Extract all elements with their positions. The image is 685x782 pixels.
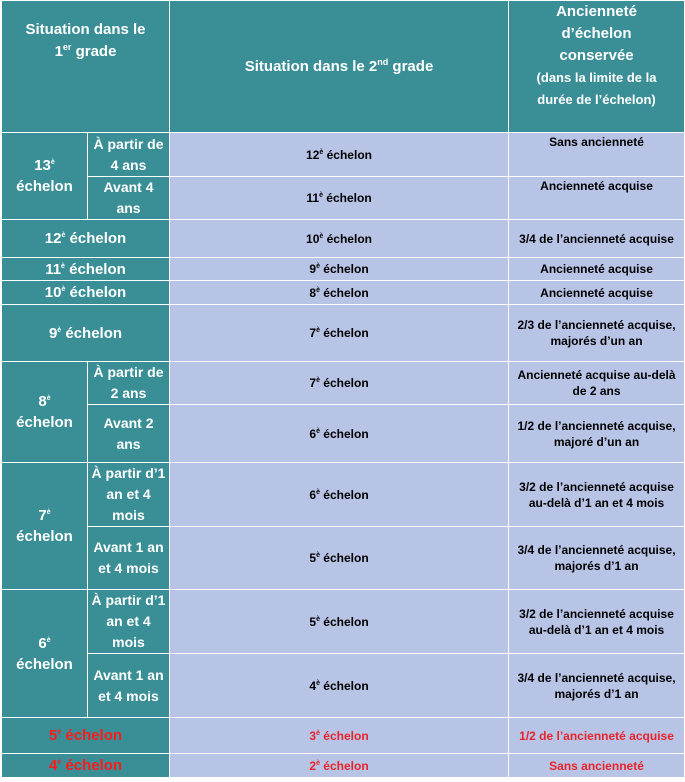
anciennete-cell: 3/2 de l’ancienneté acquise au-delà d’1 an et 4 mois (509, 463, 685, 527)
anciennete-cell: 2/3 de l’ancienneté acquise, majorés d’un an (509, 305, 685, 362)
header-col1-sup: er (62, 42, 72, 52)
grade-8-cell: $8^è$ échelon (2, 362, 88, 463)
table-row (2, 281, 685, 305)
table-row (2, 754, 685, 778)
table-row (2, 362, 685, 405)
grade-12-cell: $12^è$ échelon (2, 220, 170, 258)
new-echelon-cell: $2^è$ échelon (170, 754, 509, 778)
header-col3-sub1: (dans la limite de la (536, 70, 657, 85)
header-col1-rest: grade (71, 43, 117, 60)
new-echelon-cell: $8^è$ échelon (170, 281, 509, 305)
new-echelon-cell: $11^è$ échelon (170, 177, 509, 220)
grade-11-cell: $11^è$ échelon (2, 258, 170, 281)
header-col2-sup: nd (377, 56, 389, 67)
table-row (2, 463, 685, 527)
anciennete-cell: 3/4 de l’ancienneté acquise, majorés d’1 an (509, 527, 685, 590)
anciennete-cell: Ancienneté acquise au-delà de 2 ans (509, 362, 685, 405)
header-row (2, 1, 685, 133)
condition-cell: À partir de 4 ans (88, 133, 170, 177)
grade-7-cell: $7^è$ échelon (2, 463, 88, 590)
table-row (2, 305, 685, 362)
table-row (2, 590, 685, 654)
anciennete-cell: Ancienneté acquise (509, 258, 685, 281)
table-row (2, 527, 685, 590)
anciennete-cell: 3/4 de l’ancienneté acquise (509, 220, 685, 258)
new-echelon-cell: $6^è$ échelon (170, 463, 509, 527)
anciennete-cell: Ancienneté acquise (509, 281, 685, 305)
header-col1-line1: Situation dans le (25, 21, 146, 38)
grade-10-cell: $10^è$ échelon (2, 281, 170, 305)
condition-cell: Avant 2 ans (88, 405, 170, 463)
table-row (2, 220, 685, 258)
grade-13-cell: $13^è$ échelon (2, 133, 88, 220)
header-situation-1er-grade (2, 1, 170, 133)
grade-4-cell: $4^è$ échelon (2, 754, 170, 778)
anciennete-cell: 3/4 de l’ancienneté acquise, majorés d’1 an (509, 654, 685, 718)
condition-cell: À partir d’1 an et 4 mois (88, 463, 170, 527)
header-col3-line3: conservée (559, 47, 634, 64)
header-col2-pre: Situation dans le 2 (244, 57, 378, 75)
new-echelon-cell: $7^è$ échelon (170, 362, 509, 405)
condition-cell: À partir d’1 an et 4 mois (88, 590, 170, 654)
new-echelon-cell: $5^è$ échelon (170, 527, 509, 590)
new-echelon-cell: $9^è$ échelon (170, 258, 509, 281)
table-row (2, 133, 685, 177)
grade-5-cell: $5^è$ échelon (2, 718, 170, 754)
new-echelon-cell: $6^è$ échelon (170, 405, 509, 463)
condition-cell: Avant 1 an et 4 mois (88, 654, 170, 718)
grade-9-cell: $9^è$ échelon (2, 305, 170, 362)
header-col3-sub2: durée de l’échelon) (537, 92, 656, 107)
table-row (2, 718, 685, 754)
anciennete-cell: Sans ancienneté (509, 754, 685, 778)
new-echelon-cell: $12^è$ échelon (170, 133, 509, 177)
new-echelon-cell: $5^è$ échelon (170, 590, 509, 654)
table-row (2, 405, 685, 463)
table-row (2, 654, 685, 718)
new-echelon-cell: $3^è$ échelon (170, 718, 509, 754)
table-row (2, 177, 685, 220)
new-echelon-cell: $4^è$ échelon (170, 654, 509, 718)
header-col3-line2: d’échelon (561, 25, 632, 42)
reclassement-table (1, 0, 685, 778)
anciennete-cell: Sans ancienneté (509, 133, 685, 177)
new-echelon-cell: $10^è$ échelon (170, 220, 509, 258)
new-echelon-cell: $7^è$ échelon (170, 305, 509, 362)
condition-cell: À partir de 2 ans (88, 362, 170, 405)
header-anciennete-conservee (509, 1, 685, 133)
header-col1-num: 1 (54, 43, 63, 60)
anciennete-cell: 1/2 de l’ancienneté acquise, majoré d’un an (509, 405, 685, 463)
header-col3-line1: Ancienneté (556, 3, 637, 20)
anciennete-cell: 1/2 de l’ancienneté acquise (509, 718, 685, 754)
table-row (2, 258, 685, 281)
condition-cell: Avant 1 an et 4 mois (88, 527, 170, 590)
anciennete-cell: Ancienneté acquise (509, 177, 685, 220)
condition-cell: Avant 4 ans (88, 177, 170, 220)
grade-6-cell: $6^è$ échelon (2, 590, 88, 718)
anciennete-cell: 3/2 de l’ancienneté acquise au-delà d’1 an et 4 mois (509, 590, 685, 654)
header-col2-rest: grade (388, 57, 434, 75)
header-situation-2nd-grade (170, 1, 509, 133)
